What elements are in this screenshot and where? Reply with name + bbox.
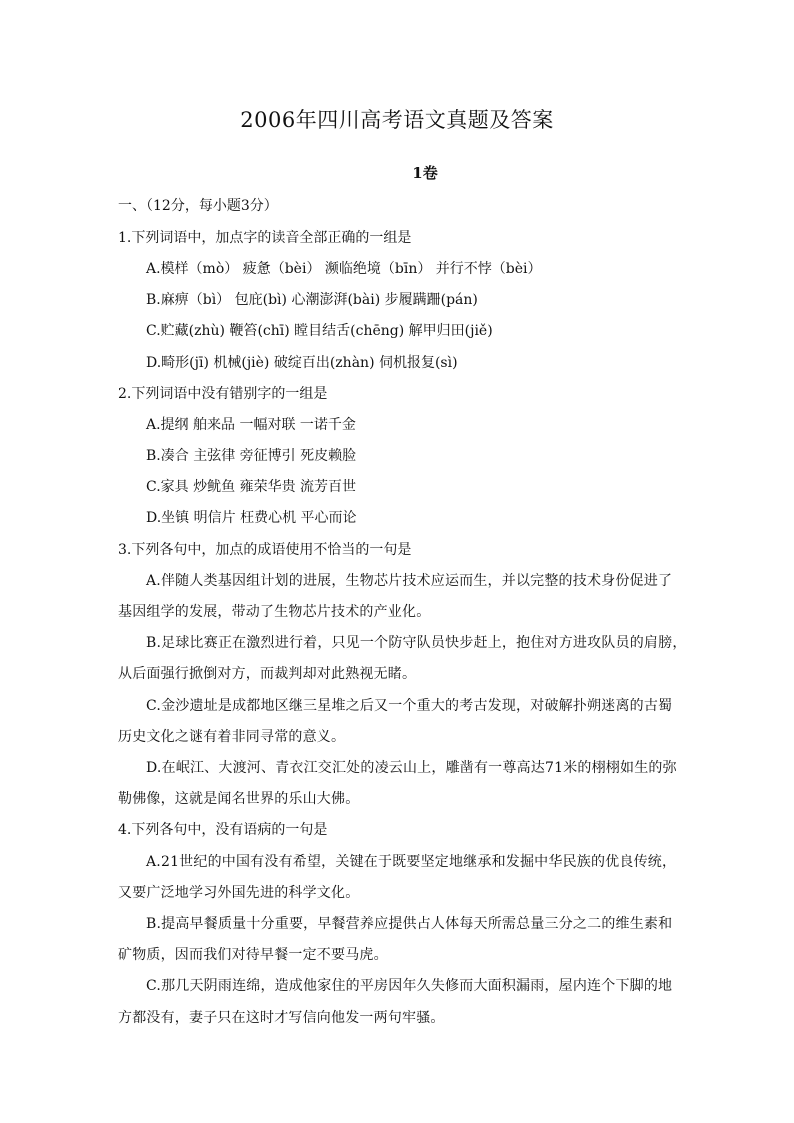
question-2-stem: 2.下列词语中没有错别字的一组是 xyxy=(118,386,328,402)
question-3-option-d-line-2: 勒佛像，这就是闻名世界的乐山大佛。 xyxy=(118,791,360,807)
question-3-option-a-line-1: A.伴随人类基因组计划的进展，生物芯片技术应运而生，并以完整的技术身份促进了 xyxy=(146,573,673,589)
question-3-option-c-line-2: 历史文化之谜有着非同寻常的意义。 xyxy=(118,729,346,745)
question-3-option-a-line-2: 基因组学的发展，带动了生物芯片技术的产业化。 xyxy=(118,604,431,620)
question-1-stem: 1.下列词语中，加点字的读音全部正确的一组是 xyxy=(118,230,412,246)
question-4-option-c-line-1: C.那几天阴雨连绵，造成他家住的平房因年久失修而大面积漏雨，屋内连个下脚的地 xyxy=(146,978,673,994)
question-3-option-d-line-1: D.在岷江、大渡河、青衣江交汇处的凌云山上，雕凿有一尊高达71米的栩栩如生的弥 xyxy=(146,760,677,776)
question-1-option-a: A.模样（mò） 疲惫（bèi） 濒临绝境（bīn） 并行不悖（bèi） xyxy=(146,261,542,277)
question-2-option-b: B.凑合 主弦律 旁征博引 死皮赖脸 xyxy=(146,448,357,464)
section-heading: 一、（12分，每小题3分） xyxy=(118,198,278,214)
question-1-option-d: D.畸形(jī) 机械(jiè) 破绽百出(zhàn) 伺机报复(sì) xyxy=(146,355,458,371)
question-3-option-b-line-2: 从后面强行掀倒对方，而裁判却对此熟视无睹。 xyxy=(118,666,417,682)
question-4-option-a-line-2: 又要广泛地学习外国先进的科学文化。 xyxy=(118,885,360,901)
question-1-option-b: B.麻痹（bì） 包庇(bì) 心潮澎湃(bài) 步履蹒跚(pán) xyxy=(146,292,478,308)
volume-heading: 1卷 xyxy=(412,164,438,182)
question-2-option-c: C.家具 炒鱿鱼 雍荣华贵 流芳百世 xyxy=(146,479,357,495)
question-4-option-b-line-1: B.提高早餐质量十分重要，早餐营养应提供占人体每天所需总量三分之二的维生素和 xyxy=(146,916,673,932)
question-4-option-a-line-1: A.21世纪的中国有没有希望，关键在于既要坚定地继承和发掘中华民族的优良传统， xyxy=(146,854,677,870)
question-4-option-b-line-2: 矿物质，因而我们对待早餐一定不要马虎。 xyxy=(118,947,388,963)
question-2-option-a: A.提纲 舶来品 一幅对联 一诺千金 xyxy=(146,417,356,433)
question-4-option-c-line-2: 方都没有，妻子只在这时才写信向他发一两句牢骚。 xyxy=(118,1010,445,1026)
question-2-option-d: D.坐镇 明信片 枉费心机 平心而论 xyxy=(146,510,357,526)
question-1-option-c: C.贮藏(zhù) 鞭笞(chī) 瞠目结舌(chēng) 解甲归田(jiě) xyxy=(146,323,493,339)
question-4-stem: 4.下列各句中，没有语病的一句是 xyxy=(118,822,328,838)
question-3-option-c-line-1: C.金沙遗址是成都地区继三星堆之后又一个重大的考古发现，对破解扑朔迷离的古蜀 xyxy=(146,698,673,714)
page-title: 2006年四川高考语文真题及答案 xyxy=(240,108,554,132)
question-3-option-b-line-1: B.足球比赛正在激烈进行着，只见一个防守队员快步赶上，抱住对方进攻队员的肩膀， xyxy=(146,635,687,651)
question-3-stem: 3.下列各句中，加点的成语使用不恰当的一句是 xyxy=(118,542,412,558)
